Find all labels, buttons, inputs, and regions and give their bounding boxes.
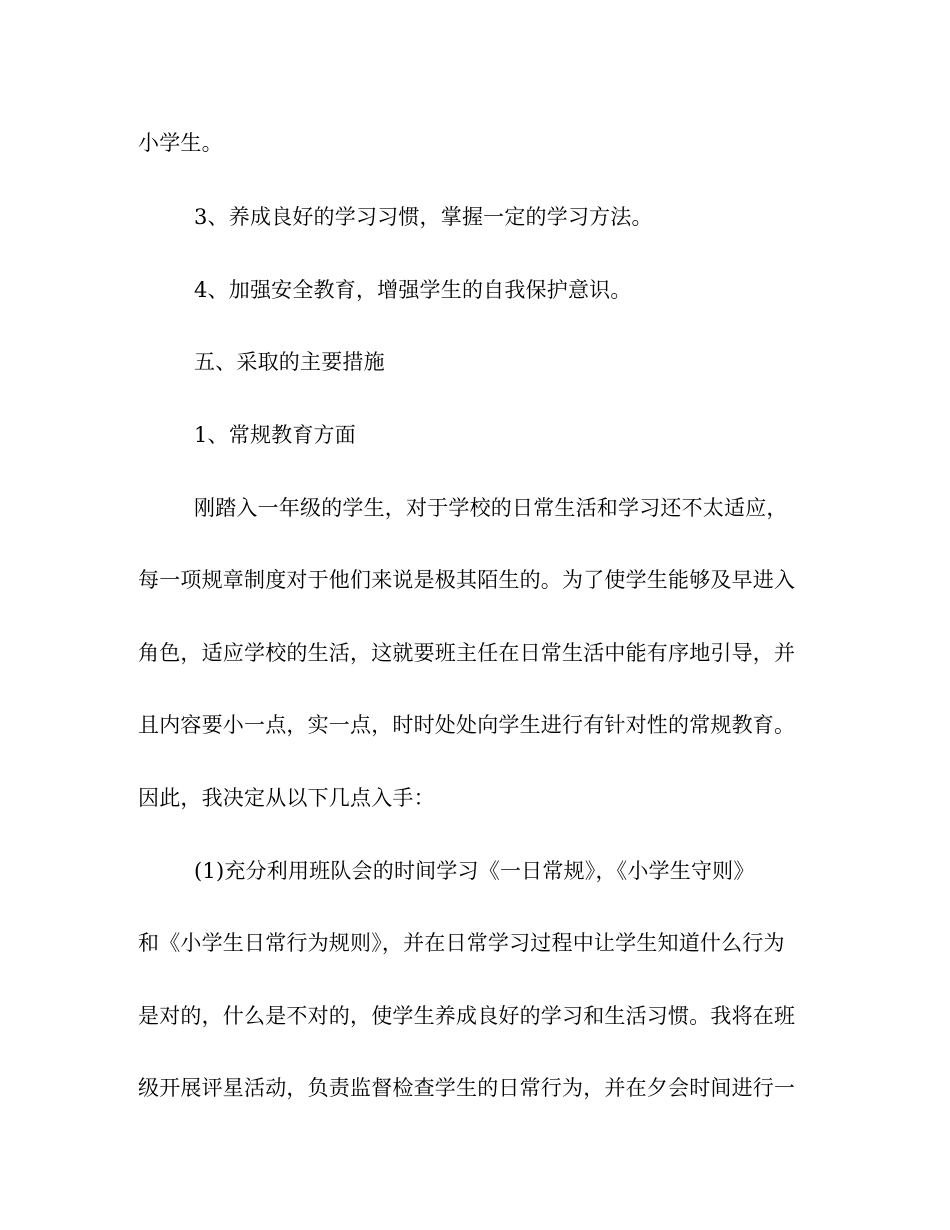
subsection-heading: 1、常规教育方面 — [194, 423, 356, 447]
paragraph-line: 是对的，什么是不对的，使学生养成良好的学习和生活习惯。我将在班 — [138, 1004, 796, 1028]
paragraph-line: 和《小学生日常行为规则》，并在日常学习过程中让学生知道什么行为 — [138, 931, 785, 955]
section-heading: 五、采取的主要措施 — [194, 350, 385, 374]
paragraph-line: 因此，我决定从以下几点入手： — [138, 786, 435, 810]
paragraph-line: 级开展评星活动，负责监督检查学生的日常行为，并在夕会时间进行一 — [138, 1076, 796, 1100]
paragraph-line: 刚踏入一年级的学生，对于学校的日常生活和学习还不太适应， — [194, 496, 788, 520]
paragraph-line: (1)充分利用班队会的时间学习《一日常规》，《小学生守则》 — [194, 859, 755, 883]
paragraph-line: 角色，适应学校的生活，这就要班主任在日常生活中能有序地引导，并 — [138, 641, 796, 665]
text-line: 小学生。 — [138, 131, 223, 155]
paragraph-line: 且内容要小一点，实一点，时时处处向学生进行有针对性的常规教育。 — [138, 713, 796, 737]
list-item: 3、养成良好的学习习惯，掌握一定的学习方法。 — [194, 205, 653, 229]
list-item: 4、加强安全教育，增强学生的自我保护意识。 — [194, 278, 632, 302]
paragraph-line: 每一项规章制度对于他们来说是极其陌生的。为了使学生能够及早进入 — [138, 568, 796, 592]
